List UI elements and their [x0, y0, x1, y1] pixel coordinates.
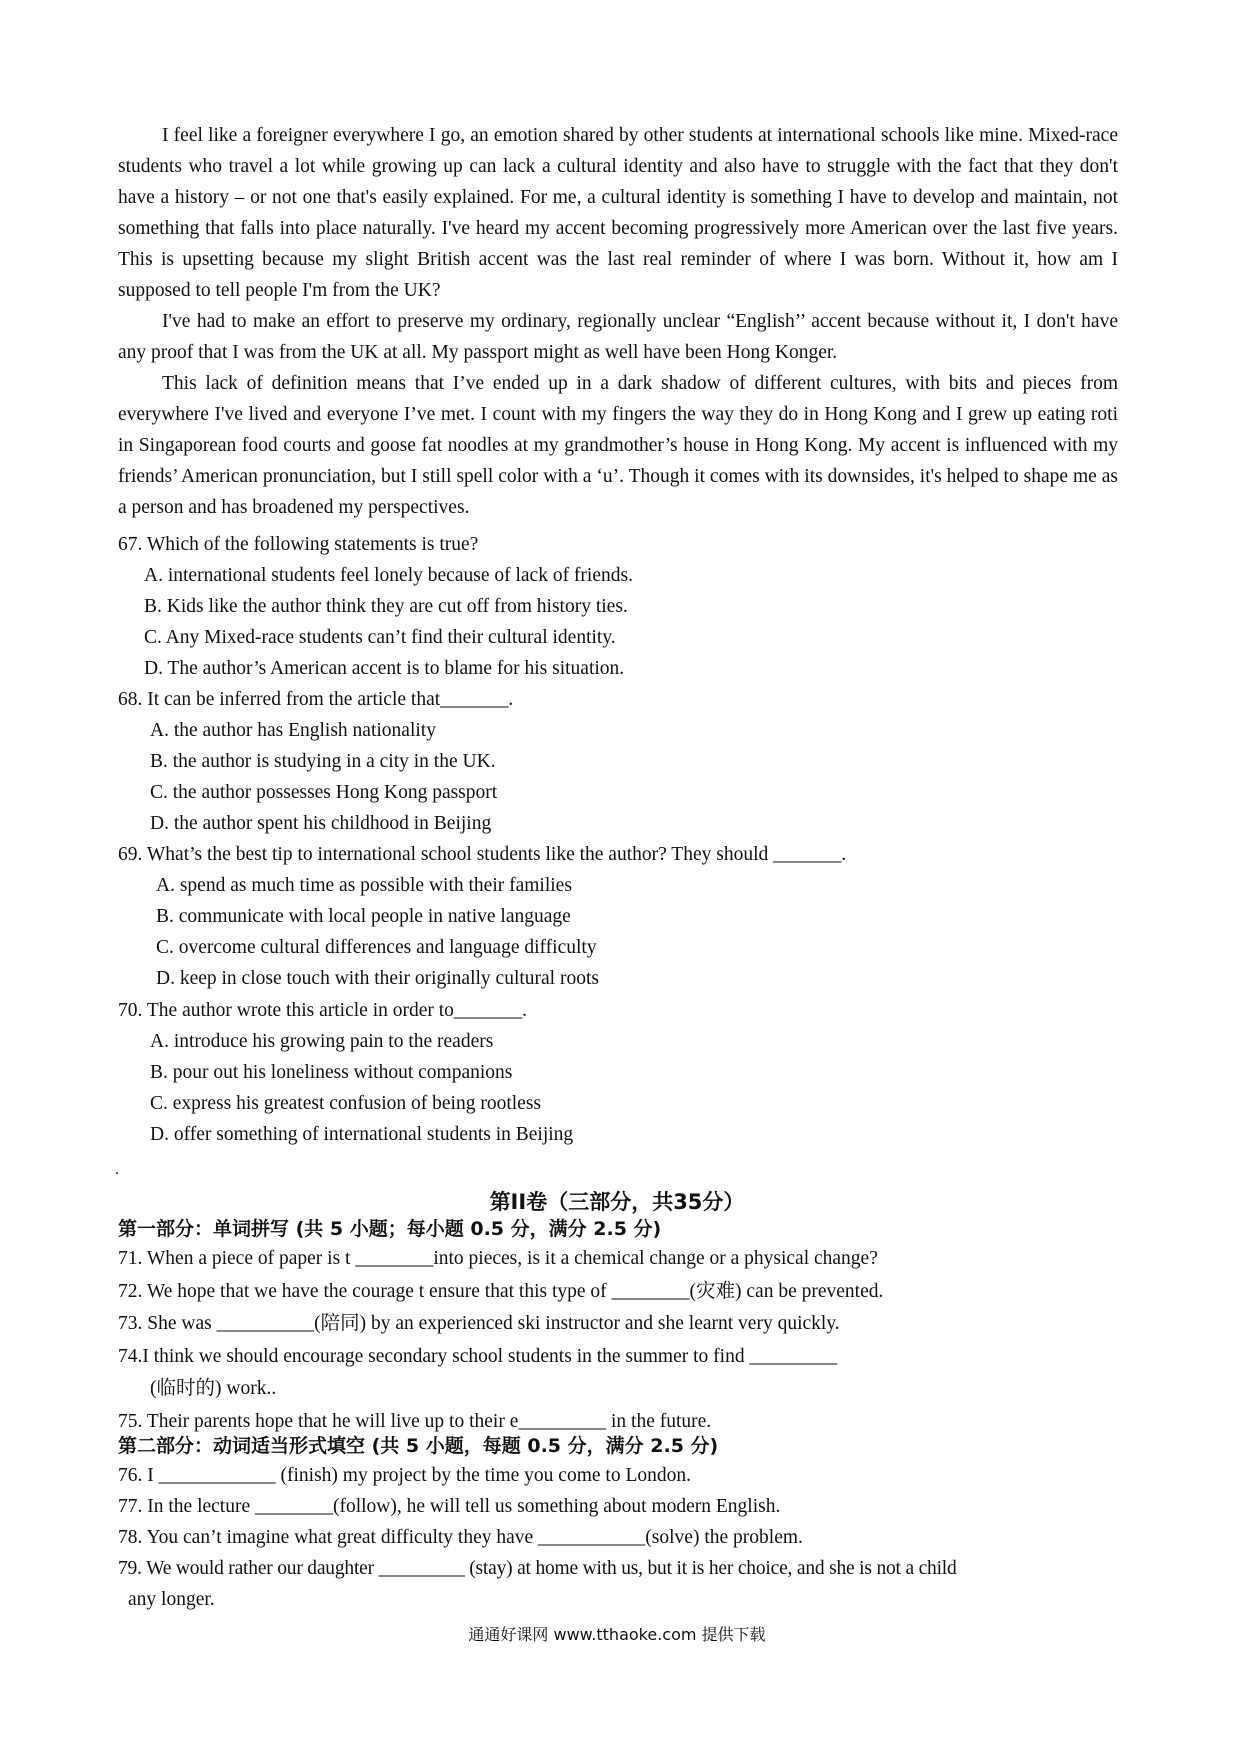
item-79: 79. We would rather our daughter _________ (stay) at home with us, but it is her choice, and she is not a child [118, 1558, 957, 1579]
stray-dot [116, 1172, 118, 1174]
passage-paragraph-3: This lack of definition means that I’ve ended up in a dark shadow of different cultures, with bits and pieces from everywhere I've lived and everyone I’ve met. I count with my fingers the way they do in Hong Kong and I grew up eating roti in Singaporean food courts and goose fat noodles at my grandmother’s house in Hong Kong. My accent is influenced with my friends’ American pronunciation, but I still spell color with a ‘u’. Though it comes with its downsides, it's helped to shape me as a person and has broadened my perspectives. [118, 373, 1118, 518]
option-d: D. The author’s American accent is to blame for his situation. [144, 658, 625, 679]
section-2-title: 第II卷（三部分，共35分） [489, 1190, 745, 1214]
option-c: C. overcome cultural differences and language difficulty [156, 937, 597, 958]
question-stem: 69. What’s the best tip to international school students like the author? They should _______. [118, 844, 847, 865]
reading-passage [118, 120, 1118, 523]
item-73: 73. She was __________(陪同) by an experienced ski instructor and she learnt very quickly. [118, 1313, 840, 1334]
option-c: C. Any Mixed-race students can’t find their cultural identity. [144, 627, 616, 648]
option-d: D. offer something of international students in Beijing [150, 1124, 574, 1145]
option-b: B. the author is studying in a city in the UK. [150, 751, 496, 772]
option-c: C. the author possesses Hong Kong passport [150, 782, 498, 803]
part-1-title: 第一部分：单词拼写 (共 5 小题；每小题 0.5 分，满分 2.5 分) [118, 1218, 662, 1240]
question-70 [118, 995, 1118, 1150]
option-b: B. Kids like the author think they are cut off from history ties. [144, 596, 628, 617]
item-78: 78. You can’t imagine what great difficulty they have ___________(solve) the problem. [118, 1527, 803, 1548]
item-74: 74.I think we should encourage secondary school students in the summer to find _________ [118, 1345, 838, 1367]
option-a: A. introduce his growing pain to the readers [150, 1031, 494, 1052]
passage-paragraph-1: I feel like a foreigner everywhere I go, an emotion shared by other students at international schools like mine. Mixed-race students who travel a lot while growing up can lack a cultural identity and also have to struggle with the fact that they don't have a history – or not one that's easily explained. For me, a cultural identity is something I have to develop and maintain, not something that falls into place naturally. I've heard my accent becoming progressively more American over the last five years. This is upsetting because my slight British accent was the last real reminder of where I was born. Without it, how am I supposed to tell people I'm from the UK? [118, 125, 1118, 301]
item-72: 72. We hope that we have the courage t ensure that this type of ________(灾难) can be prevented. [118, 1280, 884, 1302]
option-b: B. communicate with local people in native language [156, 906, 571, 927]
question-69 [118, 839, 1118, 994]
part-2-verb-forms [118, 1432, 1118, 1615]
option-c: C. express his greatest confusion of being rootless [150, 1093, 542, 1114]
question-68 [118, 684, 1118, 839]
question-67 [118, 529, 1118, 684]
option-d: D. keep in close touch with their originally cultural roots [156, 968, 599, 989]
passage-paragraph-2: I've had to make an effort to preserve my ordinary, regionally unclear “English’’ accent because without it, I don't have any proof that I was from the UK at all. My passport might as well have been Hong Konger. [118, 311, 1118, 363]
option-d: D. the author spent his childhood in Beijing [150, 813, 492, 834]
item-76: 76. I ____________ (finish) my project by the time you come to London. [118, 1465, 691, 1486]
item-79-continued: any longer. [128, 1589, 215, 1610]
question-stem: 68. It can be inferred from the article that_______. [118, 689, 514, 710]
option-a: A. spend as much time as possible with their families [156, 875, 572, 896]
item-74-continued: (临时的) work.. [150, 1378, 277, 1399]
option-a: A. international students feel lonely because of lack of friends. [144, 565, 633, 586]
option-b: B. pour out his loneliness without companions [150, 1062, 513, 1083]
option-a: A. the author has English nationality [150, 720, 436, 741]
question-stem: 70. The author wrote this article in order to_______. [118, 1000, 528, 1021]
page-footer: 通通好课网 www.tthaoke.com 提供下载 [468, 1625, 766, 1644]
part-2-title: 第二部分：动词适当形式填空 (共 5 小题，每题 0.5 分，满分 2.5 分) [118, 1435, 719, 1457]
part-1-word-spelling [118, 1215, 1158, 1438]
item-77: 77. In the lecture ________(follow), he will tell us something about modern English. [118, 1496, 781, 1517]
item-75: 75. Their parents hope that he will live up to their e_________ in the future. [118, 1410, 712, 1432]
question-stem: 67. Which of the following statements is true? [118, 534, 479, 555]
item-71: 71. When a piece of paper is t ________into pieces, is it a chemical change or a physical change? [118, 1248, 878, 1269]
